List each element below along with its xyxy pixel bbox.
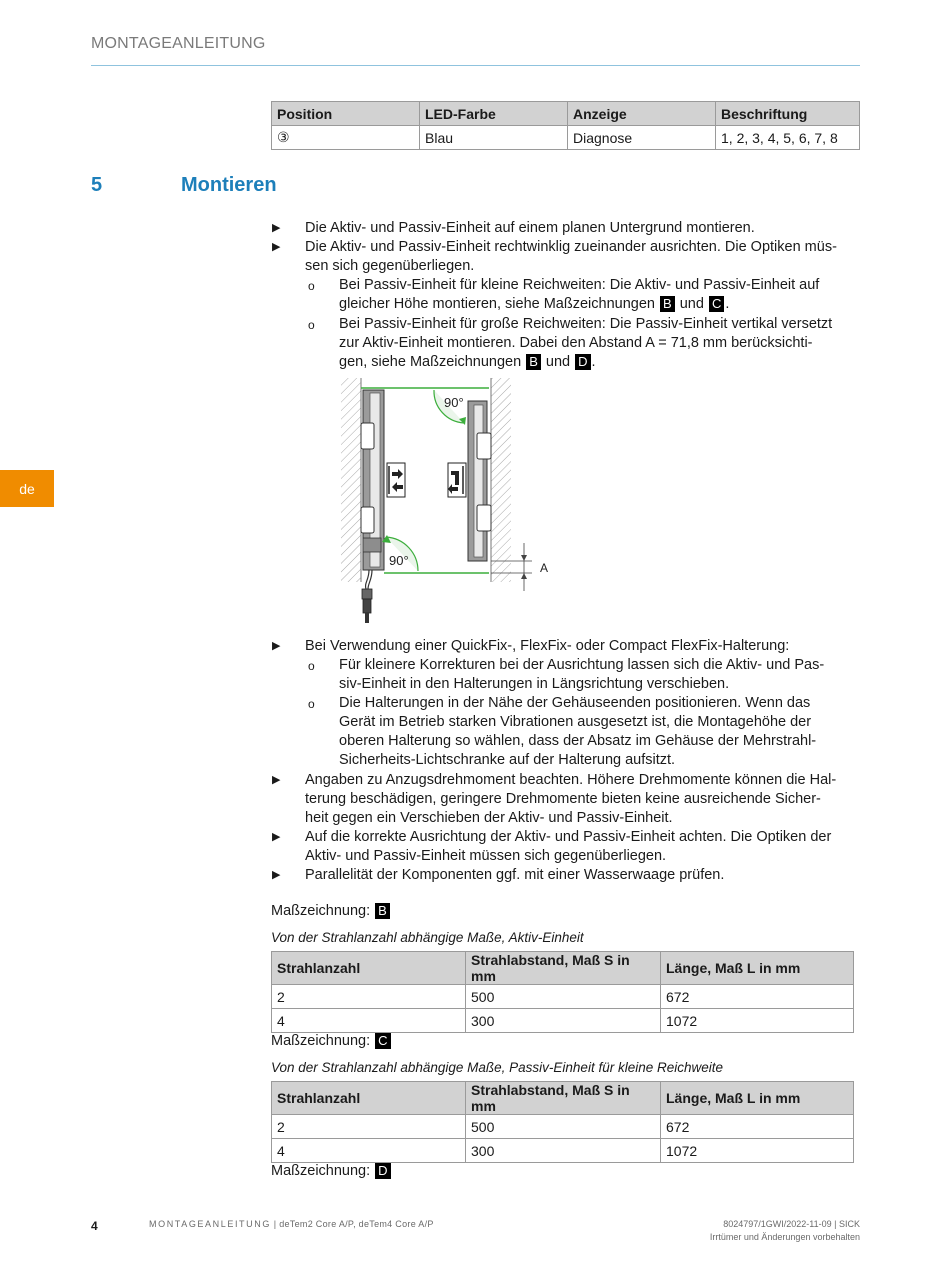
drawing-ref-c bbox=[271, 1033, 392, 1049]
instruction-line: Angaben zu Anzugsdrehmoment beachten. Höhere Drehmomente können die Hal- bbox=[305, 772, 837, 788]
table-cell: 2 bbox=[272, 985, 466, 1009]
footer-document-title bbox=[149, 1219, 434, 1229]
instruction-line: Sicherheits-Lichtschranke auf der Halterung aufsitzt. bbox=[339, 752, 676, 768]
instruction-line: Bei Verwendung einer QuickFix-, FlexFix- oder Compact FlexFix-Halterung: bbox=[305, 638, 790, 654]
table-caption-b: Von der Strahlanzahl abhängige Maße, Aktiv-Einheit bbox=[271, 930, 584, 945]
ref-badge-c: C bbox=[375, 1033, 390, 1049]
connector bbox=[362, 589, 372, 599]
table-row bbox=[272, 126, 860, 150]
angle-label-top: 90° bbox=[444, 395, 464, 410]
ref-badge-c: C bbox=[709, 296, 724, 312]
instruction-line: Parallelität der Komponenten ggf. mit einer Wasserwaage prüfen. bbox=[305, 867, 725, 883]
instruction-line: Für kleinere Korrekturen bei der Ausrichtung lassen sich die Aktiv- und Pas- bbox=[339, 657, 825, 673]
chapter-number: 5 bbox=[91, 174, 103, 196]
table-header-row bbox=[272, 952, 854, 985]
table-header-row bbox=[272, 1082, 854, 1115]
drawing-ref-d bbox=[271, 1163, 392, 1179]
bullet-arrow-icon: ▶ bbox=[272, 869, 281, 881]
instruction-line: Die Aktiv- und Passiv-Einheit rechtwinklig zueinander ausrichten. Die Optiken müs- bbox=[305, 239, 837, 255]
table-cell: 1072 bbox=[661, 1139, 854, 1163]
instruction-line: zur Aktiv-Einheit montieren. Dabei den Abstand A = 71,8 mm berücksichti- bbox=[339, 335, 813, 351]
instruction-line: Die Aktiv- und Passiv-Einheit auf einem planen Untergrund montieren. bbox=[305, 220, 755, 236]
ref-text: und bbox=[679, 296, 704, 312]
table-header-cell: Beschriftung bbox=[716, 102, 860, 126]
table-cell: 500 bbox=[466, 1115, 661, 1139]
instruction-line: siv-Einheit in den Halterungen in Längsrichtung verschieben. bbox=[339, 676, 730, 692]
bracket bbox=[361, 507, 374, 533]
dimension-label: A bbox=[540, 561, 549, 575]
instruction-line: Die Halterungen in der Nähe der Gehäuseenden positionieren. Wenn das bbox=[339, 695, 811, 711]
table-header-cell: Strahlabstand, Maß S in mm bbox=[466, 1082, 661, 1115]
bracket bbox=[361, 423, 374, 449]
table-header-cell: LED-Farbe bbox=[420, 102, 568, 126]
instruction-line: oberen Halterung so wählen, dass der Absatz im Gehäuse der Mehrstrahl- bbox=[339, 733, 817, 749]
ref-text: gen, siehe Maßzeichnungen bbox=[339, 354, 522, 370]
drawing-ref-label: Maßzeichnung: bbox=[271, 1163, 371, 1179]
instruction-line: Bei Passiv-Einheit für große Reichweiten: Die Passiv-Einheit vertikal versetzt bbox=[339, 316, 833, 332]
bullet-arrow-icon: ▶ bbox=[272, 774, 281, 786]
bracket bbox=[477, 433, 491, 459]
table-header-cell: Länge, Maß L in mm bbox=[661, 1082, 854, 1115]
bullet-arrow-icon: ▶ bbox=[272, 831, 281, 843]
table-header-row bbox=[272, 102, 860, 126]
ref-badge-d: D bbox=[575, 354, 590, 370]
instruction-line-with-refs: gen, siehe Maßzeichnungen B und D . bbox=[339, 354, 596, 370]
drawing-ref-label: Maßzeichnung: bbox=[271, 903, 371, 919]
instruction-line: Auf die korrekte Ausrichtung der Aktiv- und Passiv-Einheit achten. Die Optiken der bbox=[305, 829, 832, 845]
mounting-diagram bbox=[334, 375, 554, 627]
instruction-line: Gerät im Betrieb starken Vibrationen ausgesetzt ist, die Montagehöhe der bbox=[339, 714, 812, 730]
footer-product: | deTem2 Core A/P, deTem4 Core A/P bbox=[270, 1219, 434, 1229]
page-number: 4 bbox=[91, 1219, 98, 1233]
table-header-cell: Position bbox=[272, 102, 420, 126]
running-header: MONTAGEANLEITUNG bbox=[91, 35, 266, 52]
table-caption-c: Von der Strahlanzahl abhängige Maße, Passiv-Einheit für kleine Reichweite bbox=[271, 1060, 723, 1075]
instruction-line: Aktiv- und Passiv-Einheit müssen sich gegenüberliegen. bbox=[305, 848, 667, 864]
sub-bullet-icon: o bbox=[308, 659, 315, 673]
table-header-cell: Länge, Maß L in mm bbox=[661, 952, 854, 985]
sub-bullet-icon: o bbox=[308, 697, 315, 711]
ref-badge-b: B bbox=[375, 903, 390, 919]
bullet-arrow-icon: ▶ bbox=[272, 241, 281, 253]
table-row bbox=[272, 1115, 854, 1139]
right-wall bbox=[491, 378, 511, 582]
instruction-line: sen sich gegenüberliegen. bbox=[305, 258, 475, 274]
drawing-ref-b bbox=[271, 903, 391, 919]
bracket bbox=[477, 505, 491, 531]
table-cell: 500 bbox=[466, 985, 661, 1009]
table-cell: 1072 bbox=[661, 1009, 854, 1033]
table-header-cell: Strahlanzahl bbox=[272, 1082, 466, 1115]
table-header-cell: Anzeige bbox=[568, 102, 716, 126]
bullet-arrow-icon: ▶ bbox=[272, 222, 281, 234]
table-cell: 2 bbox=[272, 1115, 466, 1139]
table-cell: 300 bbox=[466, 1139, 661, 1163]
chapter-title: Montieren bbox=[181, 174, 277, 196]
left-wall bbox=[341, 378, 361, 582]
instruction-line: heit gegen ein Verschieben der Aktiv- und Passiv-Einheit. bbox=[305, 810, 673, 826]
table-cell: ③ bbox=[272, 126, 420, 150]
table-cell: Diagnose bbox=[568, 126, 716, 150]
instruction-line-with-refs: gleicher Höhe montieren, siehe Maßzeichnungen B und C . bbox=[339, 296, 730, 312]
table-cell: 1, 2, 3, 4, 5, 6, 7, 8 bbox=[716, 126, 860, 150]
led-table bbox=[271, 101, 860, 150]
table-header-cell: Strahlabstand, Maß S in mm bbox=[466, 952, 661, 985]
table-cell: Blau bbox=[420, 126, 568, 150]
header-rule bbox=[91, 65, 860, 66]
table-row bbox=[272, 1139, 854, 1163]
dimension-table-c bbox=[271, 1081, 854, 1163]
active-unit-base bbox=[363, 538, 381, 552]
angle-label-bottom: 90° bbox=[389, 553, 409, 568]
ref-text: und bbox=[545, 354, 571, 370]
table-row bbox=[272, 985, 854, 1009]
passive-unit-symbol-icon bbox=[448, 463, 466, 497]
language-tab: de bbox=[0, 470, 54, 507]
sub-bullet-icon: o bbox=[308, 318, 315, 332]
sub-bullet-icon: o bbox=[308, 279, 315, 293]
table-cell: 4 bbox=[272, 1009, 466, 1033]
table-cell: 672 bbox=[661, 1115, 854, 1139]
table-cell: 672 bbox=[661, 985, 854, 1009]
ref-badge-d: D bbox=[375, 1163, 390, 1179]
drawing-ref-label: Maßzeichnung: bbox=[271, 1033, 371, 1049]
footer-doc-id: 8024797/1GWI/2022-11-09 | SICK bbox=[723, 1219, 860, 1229]
instruction-line: terung beschädigen, geringere Drehmomente bieten keine ausreichende Sicher- bbox=[305, 791, 821, 807]
active-unit-symbol-icon bbox=[387, 463, 405, 497]
passive-unit-front bbox=[474, 405, 483, 557]
ref-badge-b: B bbox=[660, 296, 675, 312]
footer-meta bbox=[710, 1218, 860, 1244]
connector bbox=[365, 613, 369, 623]
connector bbox=[363, 599, 371, 613]
table-cell: 300 bbox=[466, 1009, 661, 1033]
footer-disclaimer: Irrtümer und Änderungen vorbehalten bbox=[709, 1232, 860, 1242]
table-cell: 4 bbox=[272, 1139, 466, 1163]
instruction-line: Bei Passiv-Einheit für kleine Reichweiten: Die Aktiv- und Passiv-Einheit auf bbox=[339, 277, 820, 293]
ref-text: gleicher Höhe montieren, siehe Maßzeichnungen bbox=[339, 296, 655, 312]
dimension-table-b bbox=[271, 951, 854, 1033]
ref-badge-b: B bbox=[526, 354, 541, 370]
table-header-cell: Strahlanzahl bbox=[272, 952, 466, 985]
table-row bbox=[272, 1009, 854, 1033]
footer-doc-type: MONTAGEANLEITUNG bbox=[149, 1219, 271, 1229]
bullet-arrow-icon: ▶ bbox=[272, 640, 281, 652]
